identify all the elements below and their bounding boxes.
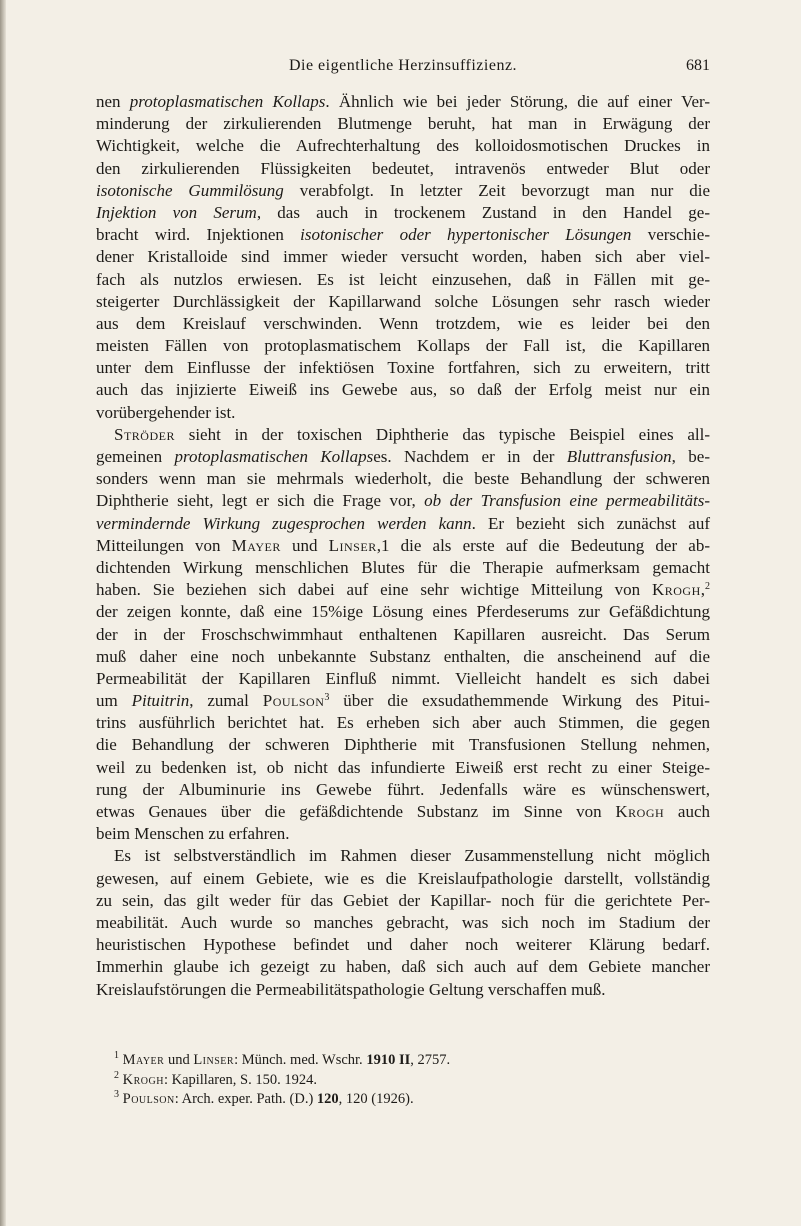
- text-line: heuristischen Hypothese befindet und daher noch weiterer Klärung bedarf.: [96, 935, 710, 955]
- text-line: etwas Genaues über die gefäßdichtende Substanz im Sinne von Krogh auch: [96, 802, 710, 821]
- text-line: rung der Albuminurie ins Gewebe führt. Jedenfalls wäre es wünschenswert,: [96, 779, 710, 799]
- page-number: 681: [686, 57, 710, 74]
- text-line: meisten Fällen von protoplasmatischem Kollaps der Fall ist, die Kapillaren: [96, 336, 710, 356]
- running-header: [96, 57, 710, 79]
- text-line: beim Menschen zu erfahren.: [96, 824, 290, 844]
- text-line: Kreislaufstörungen die Permeabilitätspathologie Geltung verschaffen muß.: [96, 979, 606, 999]
- text-line: muß daher eine noch unbekannte Substanz enthalten, die anscheinend auf die: [96, 646, 710, 666]
- text-line: steigerter Durchlässigkeit der Kapillarwand solche Lösungen sehr rasch wieder: [96, 291, 710, 311]
- text-line: den zirkulierenden Flüssigkeiten bedeutet, intravenös entweder Blut oder: [96, 158, 710, 178]
- text-line: weil zu bedenken ist, ob nicht das infundierte Eiweiß erst recht zu einer Steige-: [96, 757, 710, 777]
- text-line: bracht wird. Injektionen isotonischer oder hypertonischer Lösungen verschie-: [96, 225, 710, 245]
- text-line: der zeigen konnte, daß eine 15%ige Lösung eines Pferdeserums zur Gefäßdichtung: [96, 602, 710, 622]
- text-line: haben. Sie beziehen sich dabei auf eine sehr wichtige Mitteilung von Krogh,$^2$: [96, 580, 710, 600]
- text-line: auch das injizierte Eiweiß ins Gewebe aus, so daß der Erfolg meist nur ein: [96, 380, 710, 400]
- text-line: nen protoplasmatischen Kollaps. Ähnlich wie bei jeder Störung, die auf einer Ver-: [96, 92, 710, 111]
- text-line: der in der Froschschwimmhaut enthaltenen Kapillaren ausreicht. Das Serum: [96, 624, 710, 644]
- footnote: $^2$ Krogh: Kapillaren, S. 150. 1924.: [114, 1069, 317, 1088]
- text-line: um Pituitrin, zumal Poulson$^3$ über die exsudathemmende Wirkung des Pitui-: [96, 691, 710, 711]
- text-line: Injektion von Serum, das auch in trockenem Zustand in den Handel ge-: [96, 202, 710, 222]
- text-line: meabilität. Auch wurde so manches gebracht, was sich noch im Stadium der: [96, 912, 710, 932]
- text-line: vermindernde Wirkung zugesprochen werden kann. Er bezieht sich zunächst auf: [96, 513, 710, 533]
- text-line: Immerhin glaube ich gezeigt zu haben, daß sich auch auf dem Gebiete mancher: [96, 957, 710, 977]
- text-line: sonders wenn man sie mehrmals wiederholt, die beste Behandlung der schweren: [96, 469, 710, 489]
- footnote: $^3$ Poulson: Arch. exper. Path. (D.) 120, 120 (1926).: [114, 1089, 414, 1107]
- running-title: Die eigentliche Herzinsuffizienz.: [288, 57, 518, 74]
- text-line: aus dem Kreislauf verschwinden. Wenn trotzdem, wie es leider bei den: [96, 313, 710, 333]
- text-line: zu sein, das gilt weder für das Gebiet der Kapillar- noch für die gerichtete Per-: [96, 890, 710, 910]
- text-line: Ströder sieht in der toxischen Diphtherie das typische Beispiel eines all-: [114, 424, 710, 444]
- text-line: dener Kristalloide sind immer wieder versucht worden, haben sich aber viel-: [96, 247, 710, 267]
- text-line: minderung der zirkulierenden Blutmenge beruht, hat man in Erwägung der: [96, 114, 710, 134]
- text-line: vorübergehender ist.: [96, 402, 236, 422]
- text-line: gewesen, auf einem Gebiete, wie es die Kreislaufpathologie darstellt, vollständig: [96, 868, 710, 888]
- text-line: Es ist selbstverständlich im Rahmen dieser Zusammenstellung nicht möglich: [114, 846, 710, 866]
- footnotes: [96, 1051, 710, 1110]
- text-line: Mitteilungen von Mayer und Linser,1 die als erste auf die Bedeutung der ab-: [96, 535, 710, 555]
- text-line: die Behandlung der schweren Diphtherie mit Transfusionen Stellung nehmen,: [96, 735, 710, 755]
- text-line: Wichtigkeit, welche die Aufrechterhaltung des kolloidosmotischen Druckes in: [96, 136, 710, 156]
- text-line: gemeinen protoplasmatischen Kollapses. Nachdem er in der Bluttransfusion, be-: [96, 447, 710, 466]
- body-text: [96, 91, 710, 1001]
- text-line: fach als nutzlos erwiesen. Es ist leicht einzusehen, daß in Fällen mit ge-: [96, 269, 710, 289]
- text-line: Permeabilität der Kapillaren Einfluß nimmt. Vielleicht handelt es sich dabei: [96, 668, 710, 688]
- text-line: trins ausführlich berichtet hat. Es erheben sich aber auch Stimmen, die gegen: [96, 713, 710, 733]
- footnote: $^1$ Mayer und Linser: Münch. med. Wschr. 1910 II, 2757.: [114, 1050, 451, 1068]
- text-line: unter dem Einflusse der infektiösen Toxine fortfahren, sich zu erweitern, tritt: [96, 358, 710, 378]
- page-binding-edge: [0, 0, 6, 1226]
- text-line: dichtenden Wirkung menschlichen Blutes für die Therapie aufmerksam gemacht: [96, 557, 710, 577]
- text-line: isotonische Gummilösung verabfolgt. In letzter Zeit bevorzugt man nur die: [96, 180, 710, 200]
- text-line: Diphtherie sieht, legt er sich die Frage vor, ob der Transfusion eine permeabilitäts-: [96, 491, 710, 511]
